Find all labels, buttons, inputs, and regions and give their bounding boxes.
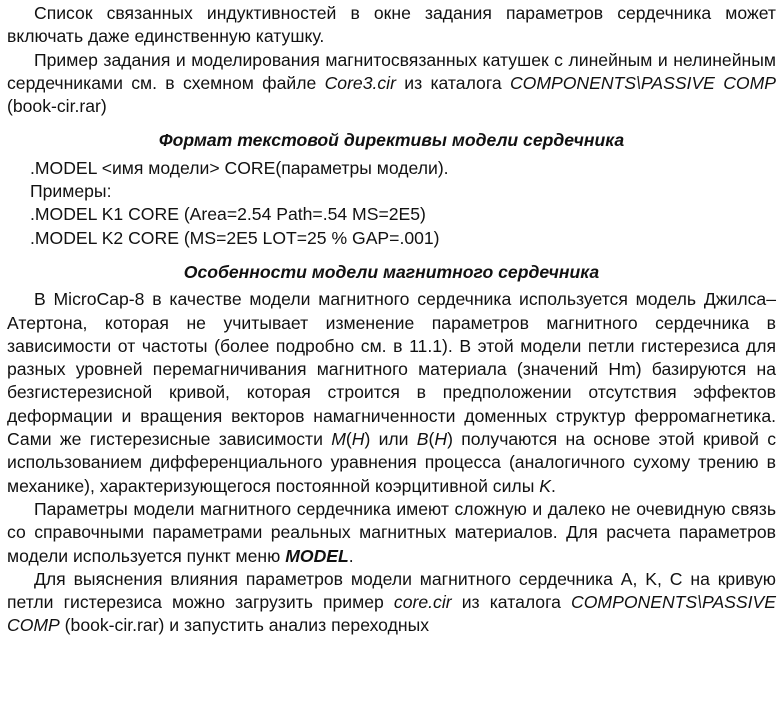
paragraph-jiles-atherton: В MicroCap-8 в качестве модели магнитного сердечника используется модель Джилса–Атертона, которая не учитывает изменение параметров магнитного сердечника в зависимости от частоты (более подробно см. в 11.1). В этой модели петли гистерезиса для разных уровней перемагничивания магнитного материала (значений Hm) базируются на безгистерезисной кривой, которая строится в предположении отсутствия эффектов деформации и вращения векторов намагниченности доменных структур ферромагнетика. Сами же гистерезисные зависимости M(H) или B(H) получаются на основе этой кривой с использованием дифференциального уравнения процесса (аналогичного сухому трению в механике), характеризующегося постоянной коэрцитивной силы K.	[7, 289, 777, 496]
menu-item-model: MODEL	[285, 545, 349, 566]
section-heading-features: Особенности модели магнитного сердечника	[183, 261, 600, 282]
paragraph-example-reference: Пример задания и моделирования магнитосвязанных катушек с линейным и нелинейным сердечниками см. в схемном файле Core3.cir из каталога COMPONENTS\PASSIVE COMP (book-cir.rar)	[7, 49, 776, 117]
file-name-core3: Core3.cir	[324, 72, 396, 93]
paragraph-model-parameters: Параметры модели магнитного сердечника имеют сложную и далеко не очевидную связь со справочными параметрами реальных магнитных материалов. Для расчета параметров модели используется пункт меню MODEL.	[7, 498, 776, 566]
code-line: Примеры:	[30, 181, 112, 202]
paragraph-coupled-inductances: Список связанных индуктивностей в окне задания параметров сердечника может включать даже единственную катушку.	[7, 3, 776, 47]
directory-path: COMPONENTS\PASSIVE COMP	[509, 72, 776, 93]
directory-path: COMPONENTS\PASSIVE COMP	[7, 592, 777, 636]
model-directive-block	[30, 157, 776, 250]
code-line: .MODEL K1 CORE (Area=2.54 Path=.54 MS=2E5)	[30, 204, 426, 225]
code-line: .MODEL K2 CORE (MS=2E5 LOT=25 % GAP=.001)	[30, 227, 440, 248]
code-line: .MODEL <имя модели> CORE(параметры модели).	[30, 157, 449, 178]
section-heading-format: Формат текстовой директивы модели сердечника	[158, 130, 625, 151]
paragraph-hysteresis-example: Для выяснения влияния параметров модели магнитного сердечника A, K, C на кривую петли гистерезиса можно загрузить пример core.cir из каталога COMPONENTS\PASSIVE COMP (book-cir.rar) и запустить анализ переходных	[7, 568, 777, 636]
file-name-core: core.cir	[393, 592, 452, 613]
